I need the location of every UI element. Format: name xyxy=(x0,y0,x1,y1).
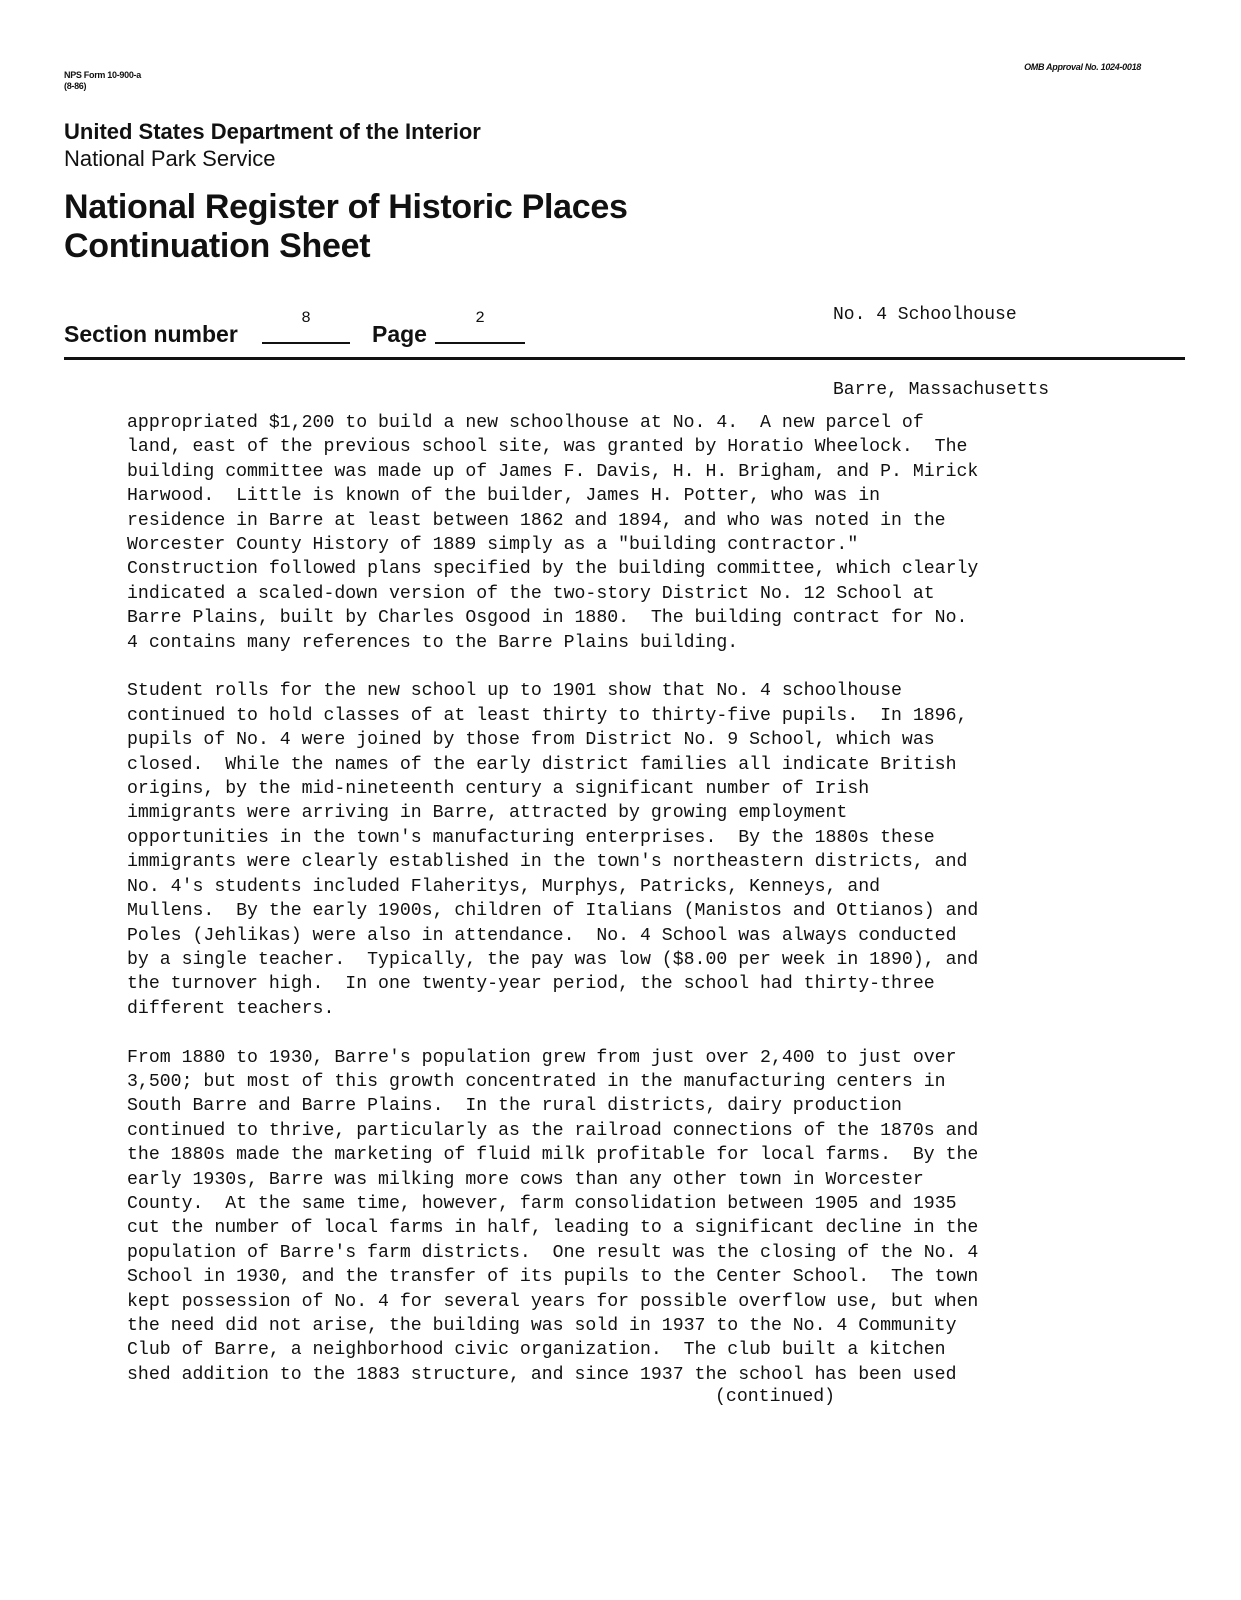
text-line: 3,500; but most of this growth concentrated in the manufacturing centers in xyxy=(127,1071,946,1092)
text-line: cut the number of local farms in half, leading to a significant decline in the xyxy=(127,1218,979,1239)
text-line: the need did not arise, the building was sold in 1937 to the No. 4 Community xyxy=(127,1316,957,1336)
form-identifier xyxy=(64,70,141,92)
form-number: NPS Form 10-900-a xyxy=(64,70,141,80)
text-line: Mullens. By the early 1900s, children of Italians (Manistos and Ottianos) and xyxy=(127,901,979,922)
text-line: From 1880 to 1930, Barre's population grew from just over 2,400 to just over xyxy=(127,1047,957,1068)
text-line: building committee was made up of James F. Davis, H. H. Brigham, and P. Mirick xyxy=(127,461,979,482)
text-line: Club of Barre, a neighborhood civic organization. The club built a kitchen xyxy=(127,1340,946,1361)
text-line: Barre Plains, built by Charles Osgood in 1880. The building contract for No. xyxy=(127,608,968,629)
text-line: Worcester County History of 1889 simply as a "building contractor." xyxy=(127,535,859,556)
title-line-2: Continuation Sheet xyxy=(64,227,371,265)
body-paragraph xyxy=(127,1046,1127,1388)
department-block xyxy=(64,118,481,172)
section-number-value: 8 xyxy=(301,309,311,327)
text-line: Construction followed plans specified by the building committee, which clearly xyxy=(127,559,979,580)
text-line: appropriated $1,200 to build a new schoolhouse at No. 4. A new parcel of xyxy=(127,413,924,433)
text-line: School in 1930, and the transfer of its pupils to the Center School. The town xyxy=(127,1267,979,1288)
text-line: shed addition to the 1883 structure, and since 1937 the school has been used xyxy=(127,1364,957,1385)
text-line: South Barre and Barre Plains. In the rural districts, dairy production xyxy=(127,1096,902,1117)
text-line: continued to thrive, particularly as the railroad connections of the 1870s and xyxy=(127,1120,979,1141)
text-line: Student rolls for the new school up to 1901 show that No. 4 schoolhouse xyxy=(127,681,902,702)
text-line: immigrants were arriving in Barre, attracted by growing employment xyxy=(127,803,848,824)
property-location: Barre, Massachusetts xyxy=(833,380,1050,400)
page-label: Page xyxy=(372,321,427,347)
text-line: residence in Barre at least between 1862 and 1894, and who was noted in the xyxy=(127,510,946,531)
continued-note: (continued) xyxy=(715,1387,836,1407)
title-line-1: National Register of Historic Places xyxy=(64,188,628,226)
page-title xyxy=(64,188,628,266)
page-number-value: 2 xyxy=(475,309,485,327)
text-line: different teachers. xyxy=(127,998,335,1019)
section-number-label: Section number xyxy=(64,321,238,347)
text-line: early 1930s, Barre was milking more cows than any other town in Worcester xyxy=(127,1169,924,1190)
text-line: 4 contains many references to the Barre Plains building. xyxy=(127,632,739,653)
text-line: indicated a scaled-down version of the two-story District No. 12 School at xyxy=(127,583,935,604)
property-name: No. 4 Schoolhouse xyxy=(833,305,1017,325)
text-line: immigrants were clearly established in the town's northeastern districts, and xyxy=(127,852,968,873)
text-line: closed. While the names of the early district families all indicate British xyxy=(127,754,957,775)
header-divider xyxy=(64,357,1185,360)
body-paragraph xyxy=(127,411,1127,655)
property-identification xyxy=(833,253,1049,428)
text-line: Poles (Jehlikas) were also in attendance. No. 4 School was always conducted xyxy=(127,925,957,946)
text-line: pupils of No. 4 were joined by those from District No. 9 School, which was xyxy=(127,730,935,751)
text-line: Harwood. Little is known of the builder, James H. Potter, who was in xyxy=(127,486,881,507)
text-line: County. At the same time, however, farm consolidation between 1905 and 1935 xyxy=(127,1193,957,1214)
section-number-blank xyxy=(262,342,350,344)
agency-name: National Park Service xyxy=(64,146,276,171)
text-line: population of Barre's farm districts. One result was the closing of the No. 4 xyxy=(127,1242,979,1263)
omb-approval: OMB Approval No. 1024-0018 xyxy=(1024,62,1141,72)
text-line: opportunities in the town's manufacturing enterprises. By the 1880s these xyxy=(127,827,935,848)
form-date: (8-86) xyxy=(64,81,87,91)
text-line: by a single teacher. Typically, the pay was low ($8.00 per week in 1890), and xyxy=(127,949,979,970)
text-line: No. 4's students included Flaheritys, Murphys, Patricks, Kenneys, and xyxy=(127,876,881,897)
department-name: United States Department of the Interior xyxy=(64,119,481,144)
text-line: the 1880s made the marketing of fluid milk profitable for local farms. By the xyxy=(127,1145,979,1166)
text-line: origins, by the mid-nineteenth century a significant number of Irish xyxy=(127,779,870,800)
text-line: continued to hold classes of at least thirty to thirty-five pupils. In 1896, xyxy=(127,705,968,726)
page-number-blank xyxy=(435,342,525,344)
body-paragraph xyxy=(127,679,1127,1021)
text-line: the turnover high. In one twenty-year period, the school had thirty-three xyxy=(127,974,935,995)
body-text xyxy=(127,411,1127,1412)
text-line: land, east of the previous school site, was granted by Horatio Wheelock. The xyxy=(127,437,968,458)
text-line: kept possession of No. 4 for several years for possible overflow use, but when xyxy=(127,1291,979,1312)
